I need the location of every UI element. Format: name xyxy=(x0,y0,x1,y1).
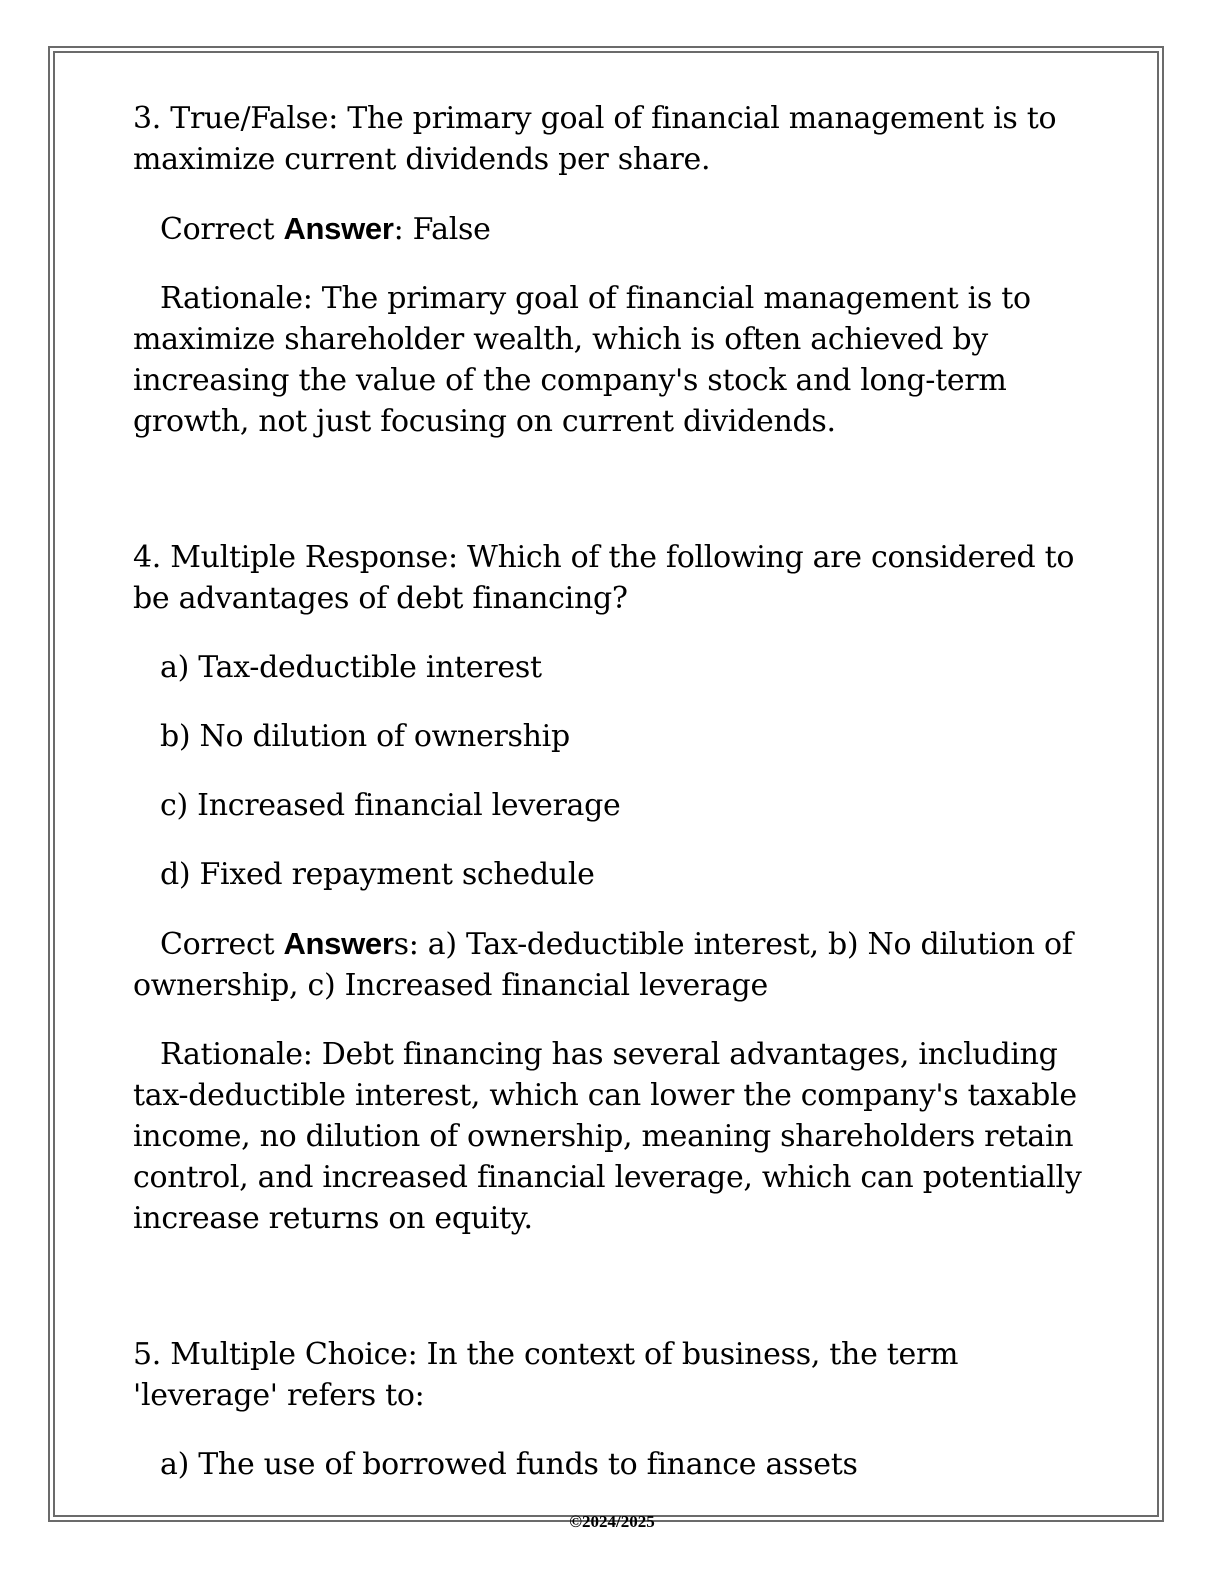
q4-answer-suffix: s: a) Tax-deductible interest, b) No dilution of ownership, c) Increased financial leverage xyxy=(133,927,1073,1003)
q4-option-b: b) No dilution of ownership xyxy=(160,719,570,754)
q4-option-a: a) Tax-deductible interest xyxy=(160,650,542,685)
q5-question: 5. Multiple Choice: In the context of business, the term 'leverage' refers to: xyxy=(133,1337,959,1413)
document-body xyxy=(133,98,1093,1485)
q4-question: 4. Multiple Response: Which of the following are considered to be advantages of debt financing? xyxy=(133,540,1075,616)
q3-rationale-text: Rationale: The primary goal of financial management is to maximize shareholder wealth, which is often achieved by increasing the value of the company's stock and long-term growth, not just focusing on current dividends. xyxy=(133,281,1031,439)
q4-rationale xyxy=(133,1034,1093,1239)
q3-question: 3. True/False: The primary goal of financial management is to maximize current dividends per share. xyxy=(133,101,1057,177)
q4-rationale-text: Rationale: Debt financing has several advantages, including tax-deductible interest, which can lower the company's taxable income, no dilution of ownership, meaning shareholders retain control, and increased financial leverage, which can potentially increase returns on equity. xyxy=(133,1037,1082,1236)
q4-option-c: c) Increased financial leverage xyxy=(160,788,621,823)
q4-answer xyxy=(133,923,1093,1006)
q3-answer-suffix: : False xyxy=(393,212,491,247)
q3-rationale xyxy=(133,278,1093,442)
q4-option-d: d) Fixed repayment schedule xyxy=(160,857,595,892)
q3-answer-keyword: Answer xyxy=(283,211,394,246)
q3-answer xyxy=(133,208,1093,250)
copyright-footer: ©2024/2025 xyxy=(569,1512,655,1531)
q5-option-a: a) The use of borrowed funds to finance assets xyxy=(160,1447,858,1482)
q4-answer-prefix: Correct xyxy=(160,927,284,962)
q4-answer-keyword: Answer xyxy=(283,926,394,961)
q3-answer-prefix: Correct xyxy=(160,212,284,247)
